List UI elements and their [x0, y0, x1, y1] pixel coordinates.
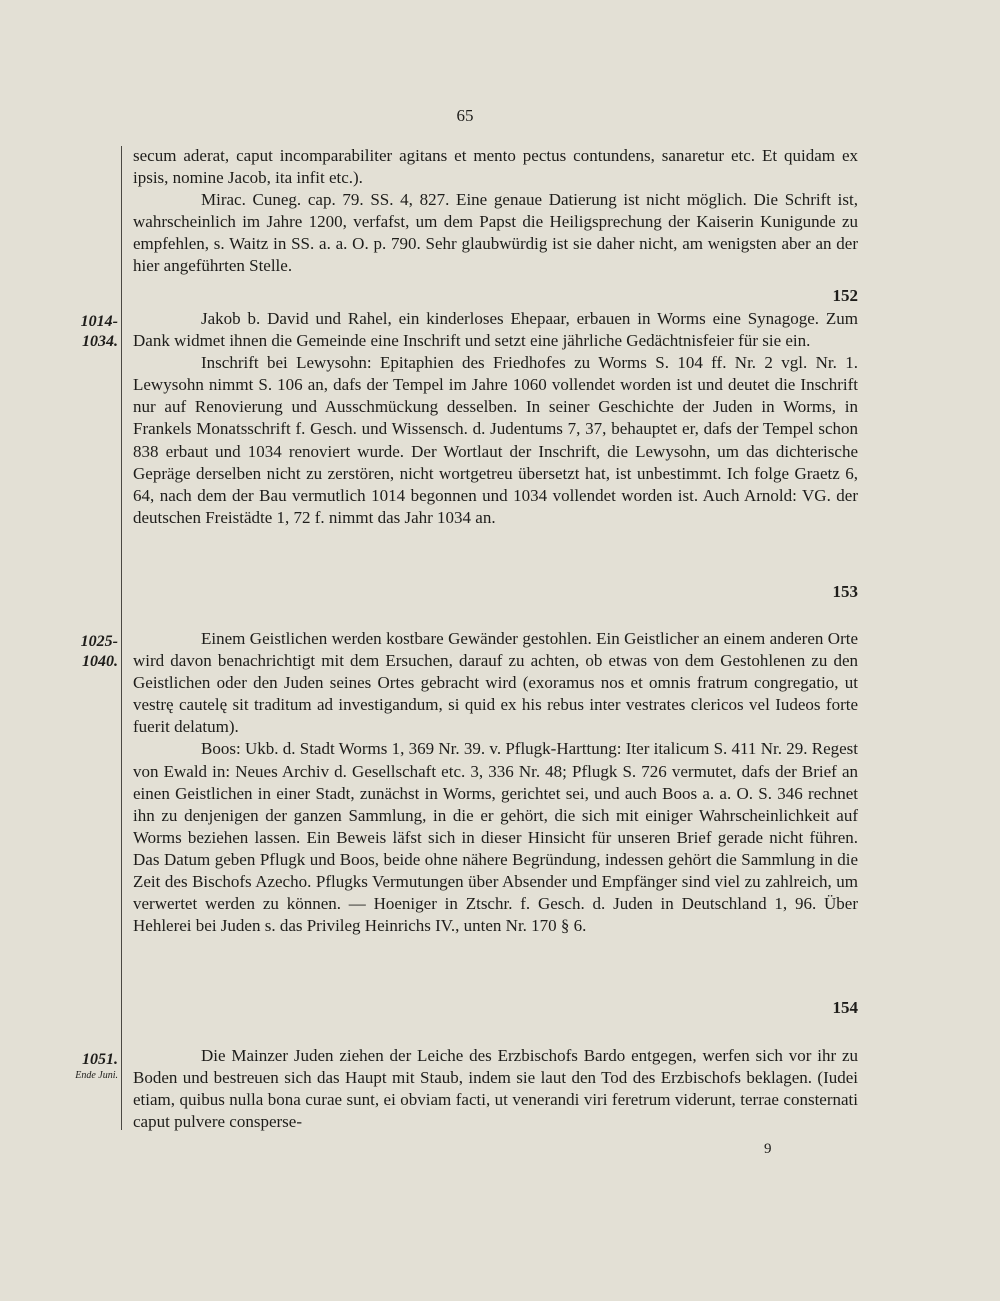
margin-date [52, 632, 118, 672]
text-block-entry [133, 1045, 858, 1133]
date-line: Ende Juni. [75, 1070, 118, 1081]
margin-date [52, 1050, 118, 1082]
paragraph: Inschrift bei Lewysohn: Epitaphien des Friedhofes zu Worms S. 104 ff. Nr. 2 vgl. Nr. 1. Lewysohn nimmt S. 106 an, dafs der Tempel im Jahre 1060 vollendet worden ist und deutet die Inschrift nur auf Renovierung und Ausschmückung desselben. In seiner Geschichte der Juden in Worms, in Frankels Monatsschrift f. Gesch. und Wissensch. d. Judentums 7, 37, behauptet er, dafs der Tempel schon 838 erbaut und 1034 renoviert wurde. Der Wortlaut der Inschrift, die Lewysohn, um das dichterische Gepräge derselben nicht zu zerstören, nicht wortgetreu übersetzt hat, ist unbestimmt. Ich folge Graetz 6, 64, nach dem der Bau vermutlich 1014 begonnen und 1034 vollendet worden ist. Auch Arnold: VG. der deutschen Freistädte 1, 72 f. nimmt das Jahr 1034 an. [133, 353, 858, 527]
text-block-continuation [133, 145, 858, 278]
paragraph: Mirac. Cuneg. cap. 79. SS. 4, 827. Eine genaue Datierung ist nicht möglich. Die Schrift ist, wahrscheinlich im Jahre 1200, verfafst, um dem Papst die Heiligsprechung der Kaiserin Kunigunde zu empfehlen, s. Waitz in SS. a. a. O. p. 790. Sehr glaubwürdig ist sie daher nicht, am wenigsten aber an der hier angeführten Stelle. [133, 190, 858, 276]
date-line: 1014- [80, 313, 118, 330]
date-line: 1051. [82, 1051, 118, 1068]
paragraph: Die Mainzer Juden ziehen der Leiche des Erzbischofs Bardo entgegen, werfen sich vor ihr zu Boden und bestreuen sich das Haupt mit Staub, indem sie laut den Tod des Erzbischofs beklagen. (Iudei etiam, quibus nulla bona curae sunt, ei obviam facti, ut venerandi viri feretrum viderunt, terrae consternati caput pulvere consperse- [133, 1046, 858, 1132]
sheet-signature: 9 [764, 1141, 772, 1157]
entry-number: 153 [832, 582, 858, 601]
margin-rule [121, 146, 122, 1130]
paragraph: Boos: Ukb. d. Stadt Worms 1, 369 Nr. 39. v. Pflugk-Harttung: Iter italicum S. 411 Nr. 29. Regest von Ewald in: Neues Archiv d. Gesellschaft etc. 3, 336 Nr. 48; Pflugk S. 726 vermutet, dafs der Brief an einen Geistlichen in einer Stadt, zunächst in Worms, gerichtet sei, und auch Boos a. a. O. S. 346 rechnet ihn zu denjenigen der ganzen Sammlung, in die er gehört, die sich mit einiger Wahrscheinlichkeit auf Worms beziehen lassen. Ein Beweis läfst sich in dieser Hinsicht für unseren Brief gerade nicht führen. Das Datum geben Pflugk und Boos, beide ohne nähere Begründung, indessen gehört die Sammlung in die Zeit des Bischofs Azecho. Pflugks Vermutungen über Absender und Empfänger sind viel zu zahlreich, um verwertet werden zu können. — Hoeniger in Ztschr. f. Gesch. d. Juden in Deutschland 1, 96. Über Hehlerei bei Juden s. das Privileg Heinrichs IV., unten Nr. 170 § 6. [133, 739, 858, 936]
entry-number: 154 [832, 998, 858, 1017]
paragraph: secum aderat, caput incomparabiliter agitans et mento pectus contundens, sanaretur etc. Et quidam ex ipsis, nomine Jacob, ita infit etc.). [133, 146, 858, 188]
date-line: 1025- [80, 633, 118, 650]
date-line: 1040. [82, 653, 118, 670]
margin-date [52, 312, 118, 352]
paragraph: Jakob b. David und Rahel, ein kinderloses Ehepaar, erbauen in Worms eine Synagoge. Zum Dank widmet ihnen die Gemeinde eine Inschrift und setzt eine jährliche Gedächtnisfeier für sie ein. [133, 309, 858, 351]
paragraph: Einem Geistlichen werden kostbare Gewänder gestohlen. Ein Geistlicher an einem anderen Orte wird davon benachrichtigt mit dem Ersuchen, darauf zu achten, ob etwas von dem Gestohlenen zu den Geistlichen oder den Juden seines Ortes gebracht wird (exoramus nos et omnis fratrum congregatio, ut vestrę cautelę sit traditum ad investigandum, si quid ex his rebus inter vestrates clericos vel Iudeos forte fuerit delatum). [133, 629, 858, 737]
text-block-entry [133, 308, 858, 529]
entry-number: 152 [832, 286, 858, 305]
page-number: 65 [456, 106, 474, 125]
text-block-entry [133, 628, 858, 937]
date-line: 1034. [82, 333, 118, 350]
